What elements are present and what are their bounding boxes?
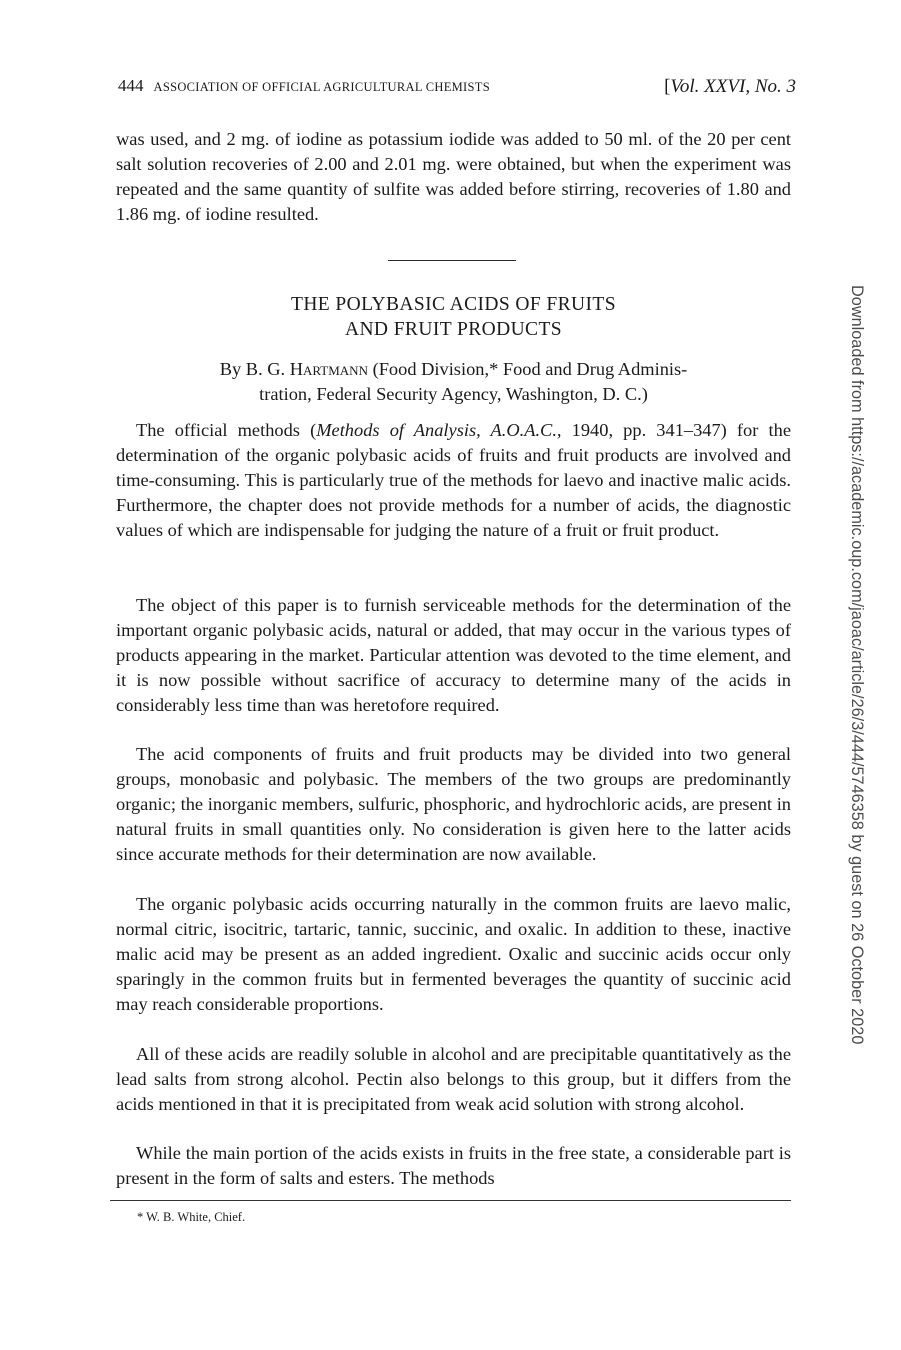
body-paragraph-4: The organic polybasic acids occurring naturally in the common fruits are laevo malic, normal citric, isocitric, tartaric, tannic, succinic, and oxalic. In addition to these, inactive malic acid may be present as an added ingredient. Oxalic and succinic acids occur only sparingly in the common fruits but in fermented beverages the quantity of succinic acid may reach considerable proportions. (116, 894, 791, 1014)
body-paragraph-5: All of these acids are readily soluble in alcohol and are precipitable quantitatively as the lead salts from strong alcohol. Pectin also belongs to this group, but it differs from the acids mentioned in that it is precipitated from weak acid solution with strong alcohol. (116, 1044, 791, 1114)
section-divider (388, 260, 516, 261)
citation-methods-of-analysis: Methods of Analysis, A.O.A.C., (316, 420, 562, 440)
affiliation-line-2: tration, Federal Security Agency, Washington, D. C.) (259, 383, 648, 404)
byline-line-1 (116, 357, 791, 382)
volume-bracket: [ (664, 76, 671, 97)
byline-by: By (219, 359, 242, 379)
download-watermark (847, 285, 873, 1065)
footnote: * W. B. White, Chief. (137, 1210, 246, 1224)
body-paragraph-6: While the main portion of the acids exists in fruits in the free state, a considerable part is present in the form of salts and esters. The methods (116, 1143, 791, 1188)
byline (116, 357, 791, 407)
running-header (118, 76, 796, 102)
body-paragraph-1 (116, 418, 791, 543)
affiliation-line-1: (Food Division,* Food and Drug Adminis- (372, 359, 688, 379)
volume-info (664, 76, 796, 98)
footnote-divider (110, 1200, 791, 1201)
body-paragraph-3: The acid components of fruits and fruit products may be divided into two general groups, monobasic and polybasic. The members of the two groups are predominantly organic; the inorganic members, sulfuric, phosphoric, and hydrochloric acids, are present in natural fruits in small quantities only. No consideration is given here to the latter acids since accurate methods for their determination are now available. (116, 744, 791, 864)
download-watermark-text: Downloaded from https://academic.oup.com/jaoac/article/26/3/444/5746358 by guest on 26 October 2020 (848, 285, 866, 1045)
page-number: 444 (118, 76, 144, 95)
title-line-1: THE POLYBASIC ACIDS OF FRUITS (291, 294, 616, 315)
body-paragraph-2: The object of this paper is to furnish serviceable methods for the determination of the important organic polybasic acids, natural or added, that may occur in the various types of products appearing in the market. Particular attention was devoted to the time element, and it is now possible without sacrifice of accuracy to determine many of the acids in considerably less time than was heretofore required. (116, 595, 791, 715)
title-line-2: AND FRUIT PRODUCTS (344, 319, 563, 340)
paragraph-1-rest: 1940, pp. 341–347) for the determination of the organic polybasic acids of fruits and fruit products are involved and time-consuming. This is particularly true of the methods for laevo and inactive malic acids. Furthermore, the chapter does not provide methods for a number of acids, the diagnostic values of which are indispensable for judging the nature of a fruit or fruit product. (116, 420, 791, 540)
paragraph-1-start: The official methods ( (136, 420, 317, 440)
volume-label: Vol. XXVI, No. 3 (670, 76, 796, 97)
continued-paragraph: was used, and 2 mg. of iodine as potassium iodide was added to 50 ml. of the 20 per cent salt solution recoveries of 2.00 and 2.01 mg. were obtained, but when the experiment was repeated and the same quantity of sulfite was added before stirring, recoveries of 1.80 and 1.86 mg. of iodine resulted. (116, 129, 791, 224)
author-name: B. G. Hartmann (245, 359, 368, 379)
article-title (116, 292, 791, 342)
journal-name: ASSOCIATION OF OFFICIAL AGRICULTURAL CHEMISTS (153, 80, 490, 94)
